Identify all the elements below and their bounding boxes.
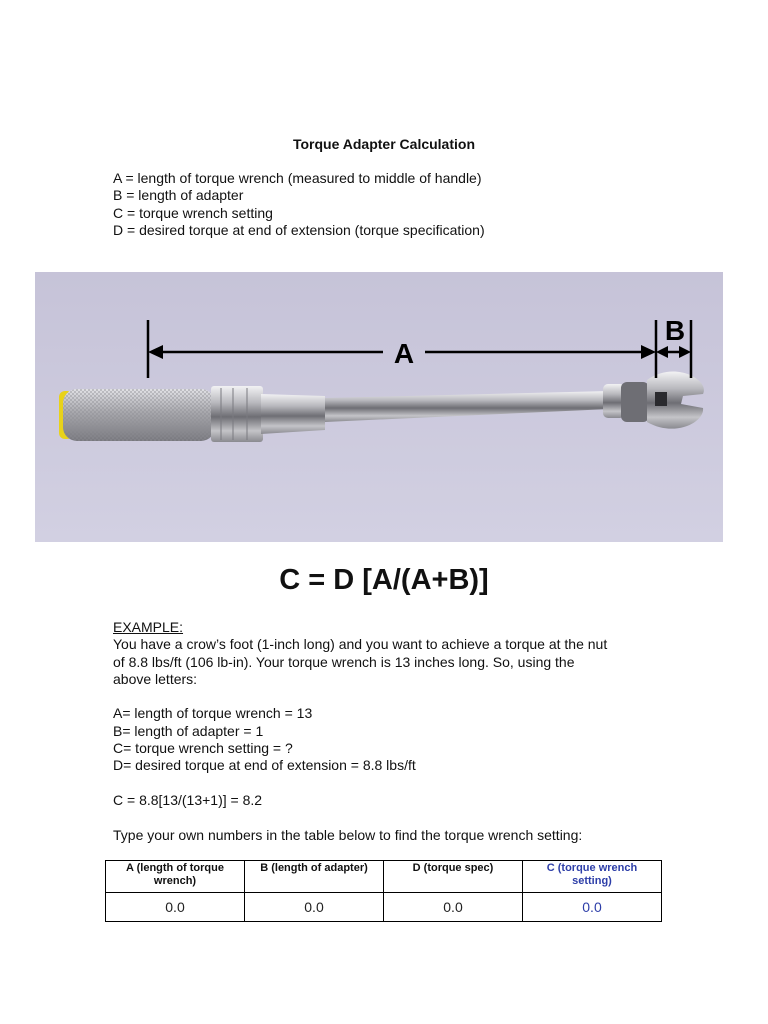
input-d[interactable]: 0.0 [384, 893, 523, 922]
header-d: D (torque spec) [384, 861, 523, 893]
example-value-d: D= desired torque at end of extension = 8.8 lbs/ft [113, 757, 416, 774]
example-value-b: B= length of adapter = 1 [113, 722, 264, 739]
definition-b: B = length of adapter [113, 187, 244, 204]
label-b: B [664, 315, 686, 346]
example-value-a: A= length of torque wrench = 13 [113, 705, 313, 722]
definition-a: A = length of torque wrench (measured to middle of handle) [113, 170, 482, 186]
input-b[interactable]: 0.0 [245, 893, 384, 922]
example-line: of 8.8 lbs/ft (106 lb-in). Your torque wrench is 13 inches long. So, using the [113, 653, 575, 670]
header-b: B (length of adapter) [245, 861, 384, 893]
result-c: 0.0 [523, 893, 662, 922]
header-c: C (torque wrench setting) [523, 861, 662, 893]
definition-d: D = desired torque at end of extension (torque specification) [113, 221, 485, 238]
label-a: A [393, 338, 415, 369]
header-a: A (length of torque wrench) [106, 861, 245, 893]
example-calculation: C = 8.8[13/(13+1)] = 8.2 [113, 791, 263, 808]
example-heading: EXAMPLE: [113, 619, 184, 635]
document-title: Torque Adapter Calculation [292, 136, 475, 152]
definition-c: C = torque wrench setting [113, 204, 273, 221]
example-line: above letters: [113, 670, 198, 687]
table-instruction: Type your own numbers in the table below to find the torque wrench setting: [113, 826, 583, 843]
variable-definitions [113, 170, 485, 239]
example-line: You have a crow’s foot (1-inch long) and you want to achieve a torque at the nut [113, 636, 608, 653]
calculator-table [105, 860, 662, 922]
torque-formula: C = D [A/(A+B)] [279, 564, 489, 596]
example-value-c: C= torque wrench setting = ? [113, 740, 293, 757]
torque-wrench-photo [35, 272, 723, 542]
example-section [113, 619, 673, 844]
input-a[interactable]: 0.0 [106, 893, 245, 922]
